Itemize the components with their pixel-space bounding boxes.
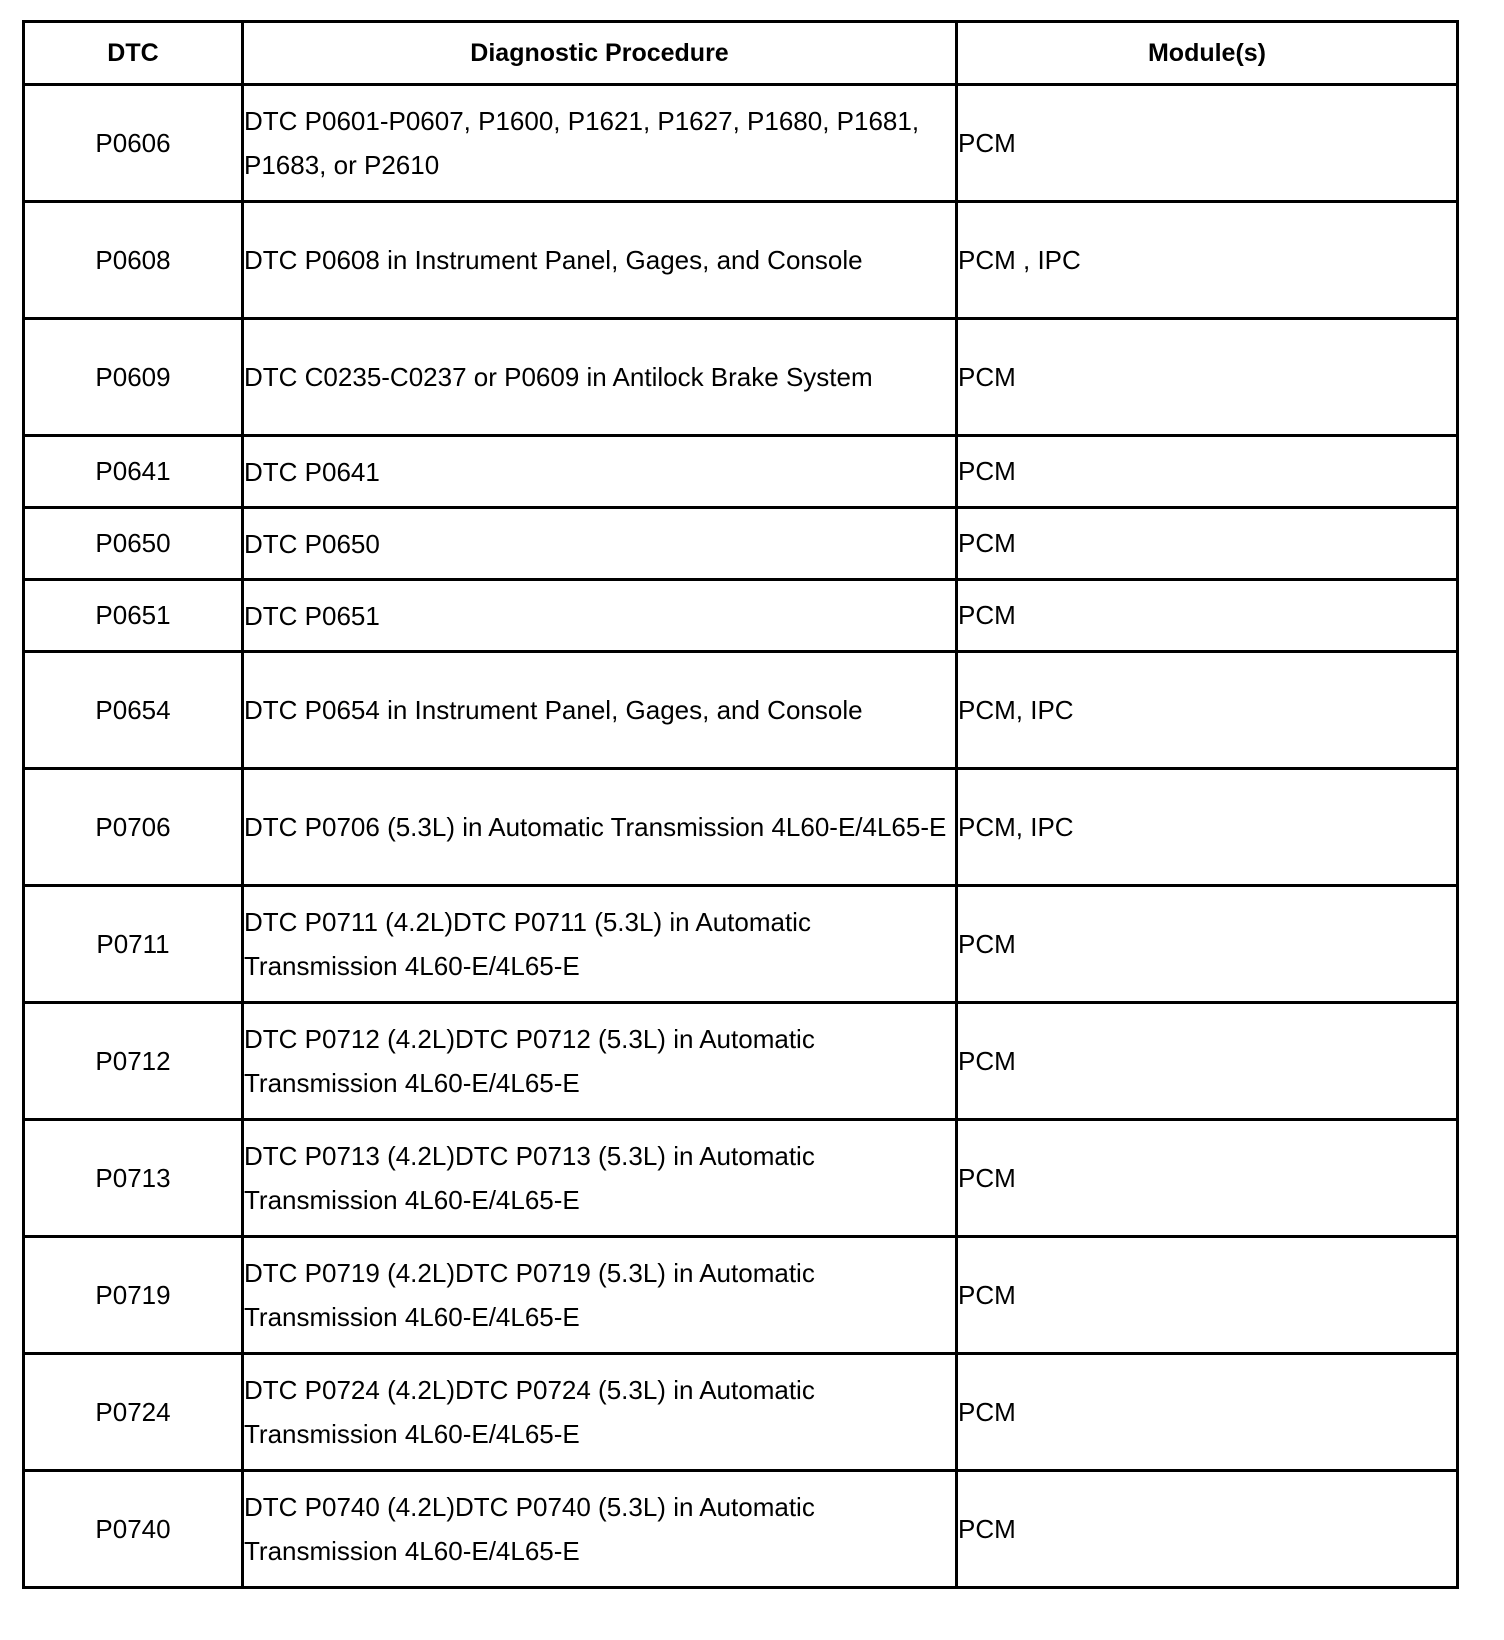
dtc-table [22,20,1459,1589]
table-row [24,1354,1458,1471]
diagnostic-procedure: DTC P0713 (4.2L)DTC P0713 (5.3L) in Automatic Transmission 4L60-E/4L65-E [243,1120,957,1237]
modules: PCM [957,886,1458,1003]
dtc-code: P0641 [24,436,243,508]
dtc-code: P0713 [24,1120,243,1237]
modules: PCM [957,1354,1458,1471]
dtc-code: P0724 [24,1354,243,1471]
table-row [24,85,1458,202]
header-modules: Module(s) [957,22,1458,85]
dtc-code: P0740 [24,1471,243,1588]
dtc-code: P0608 [24,202,243,319]
diagnostic-procedure: DTC P0711 (4.2L)DTC P0711 (5.3L) in Automatic Transmission 4L60-E/4L65-E [243,886,957,1003]
dtc-code: P0711 [24,886,243,1003]
table-row [24,886,1458,1003]
diagnostic-procedure: DTC P0654 in Instrument Panel, Gages, and Console [243,652,957,769]
modules: PCM [957,85,1458,202]
table-row [24,508,1458,580]
modules: PCM [957,436,1458,508]
dtc-code: P0706 [24,769,243,886]
diagnostic-procedure: DTC P0650 [243,508,957,580]
table-row [24,1003,1458,1120]
diagnostic-procedure: DTC P0641 [243,436,957,508]
table-row [24,769,1458,886]
diagnostic-procedure: DTC P0724 (4.2L)DTC P0724 (5.3L) in Automatic Transmission 4L60-E/4L65-E [243,1354,957,1471]
dtc-code: P0650 [24,508,243,580]
table-row [24,1120,1458,1237]
diagnostic-procedure: DTC P0608 in Instrument Panel, Gages, and Console [243,202,957,319]
diagnostic-procedure: DTC P0740 (4.2L)DTC P0740 (5.3L) in Automatic Transmission 4L60-E/4L65-E [243,1471,957,1588]
table-row [24,436,1458,508]
table-row [24,202,1458,319]
diagnostic-procedure: DTC P0651 [243,580,957,652]
modules: PCM [957,1471,1458,1588]
modules: PCM [957,1237,1458,1354]
modules: PCM [957,508,1458,580]
header-row [24,22,1458,85]
diagnostic-procedure: DTC P0712 (4.2L)DTC P0712 (5.3L) in Automatic Transmission 4L60-E/4L65-E [243,1003,957,1120]
modules: PCM [957,319,1458,436]
table-row [24,1471,1458,1588]
diagnostic-procedure: DTC P0706 (5.3L) in Automatic Transmission 4L60-E/4L65-E [243,769,957,886]
diagnostic-procedure: DTC C0235-C0237 or P0609 in Antilock Brake System [243,319,957,436]
header-dtc: DTC [24,22,243,85]
modules: PCM , IPC [957,202,1458,319]
modules: PCM [957,1120,1458,1237]
dtc-code: P0609 [24,319,243,436]
modules: PCM, IPC [957,769,1458,886]
table-row [24,652,1458,769]
table-row [24,580,1458,652]
diagnostic-procedure: DTC P0719 (4.2L)DTC P0719 (5.3L) in Automatic Transmission 4L60-E/4L65-E [243,1237,957,1354]
table-row [24,1237,1458,1354]
table-row [24,319,1458,436]
modules: PCM, IPC [957,652,1458,769]
dtc-code: P0719 [24,1237,243,1354]
dtc-code: P0654 [24,652,243,769]
dtc-code: P0712 [24,1003,243,1120]
modules: PCM [957,1003,1458,1120]
header-procedure: Diagnostic Procedure [243,22,957,85]
dtc-code: P0606 [24,85,243,202]
modules: PCM [957,580,1458,652]
dtc-code: P0651 [24,580,243,652]
diagnostic-procedure: DTC P0601-P0607, P1600, P1621, P1627, P1680, P1681, P1683, or P2610 [243,85,957,202]
